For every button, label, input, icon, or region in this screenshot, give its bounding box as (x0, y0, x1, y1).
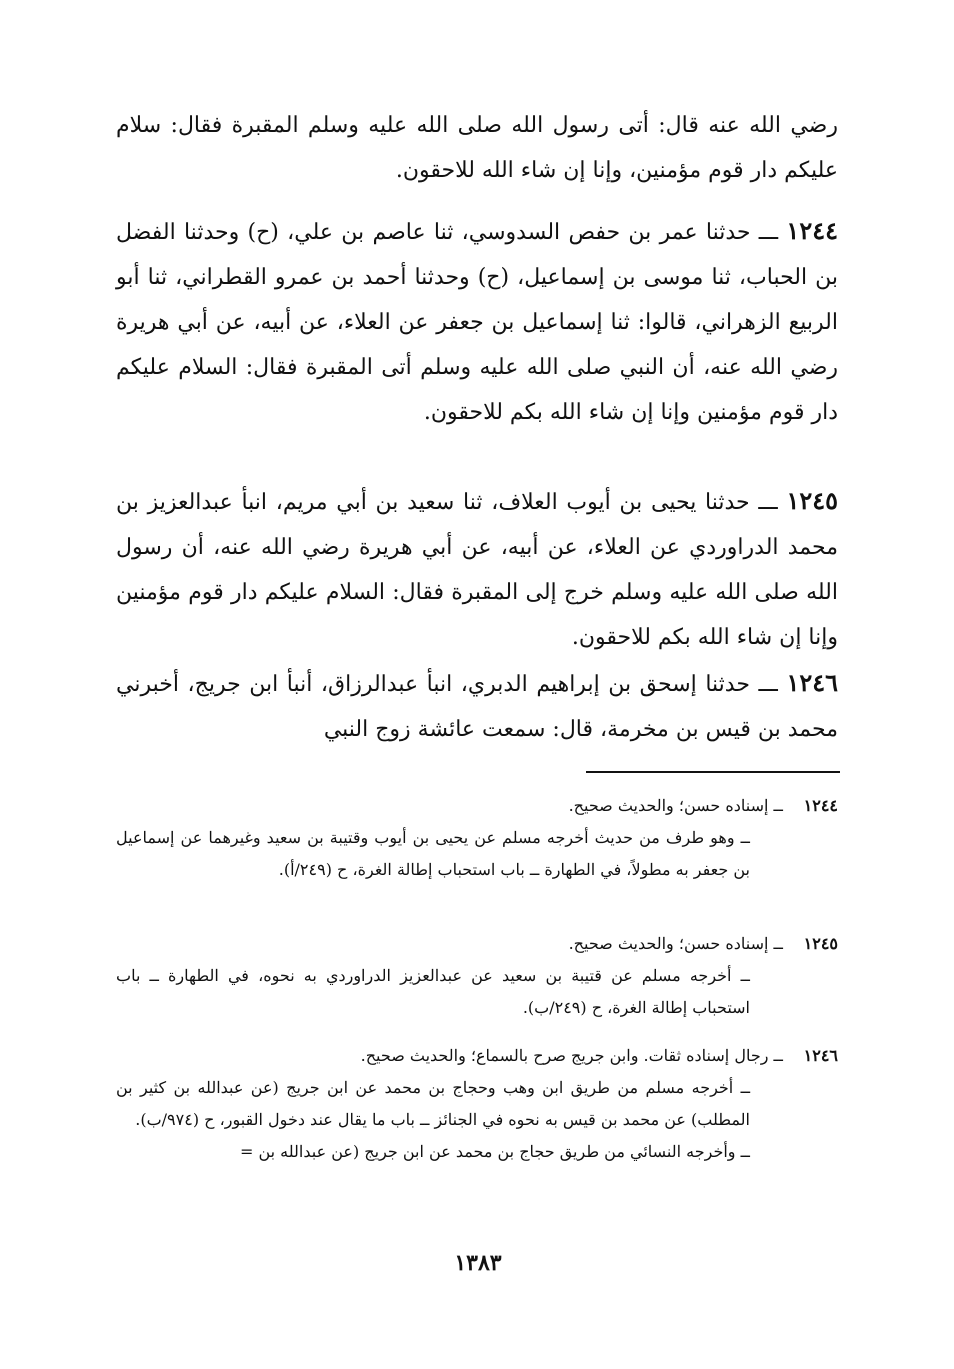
hadith-dash: ـــ (749, 490, 778, 515)
footnote-dash: ــ (768, 1046, 783, 1065)
hadith-number: ١٢٤٦ (786, 668, 838, 697)
page-number: ١٣٨٣ (454, 1250, 502, 1276)
footnote-1246 (116, 1040, 838, 1168)
footnote-note: ــ وأخرجه النسائي من طريق حجاج بن محمد عن ابن جريج (عن عبدالله بن = (239, 1142, 750, 1161)
footnote-grading: إسناده حسن؛ والحديث صحيح. (568, 934, 769, 953)
footnote-note: ــ أخرجه مسلم من طريق ابن وهب وحجاج بن محمد عن ابن جريج (عن عبدالله بن كثير بن المطلب) عن محمد بن قيس به نحوه في الجنائز ــ باب ما يقال عند دخول القبور، ح (٩٧٤/ب). (116, 1078, 751, 1129)
hadith-dash: ـــ (750, 220, 779, 245)
hadith-1245 (116, 478, 838, 660)
hadith-number: ١٢٤٥ (786, 486, 838, 515)
footnote-1244 (116, 790, 838, 886)
footnote-grading: رجال إسناده ثقات. وابن جريج صرح بالسماع؛ والحديث صحيح. (360, 1046, 769, 1065)
hadith-text: حدثنا إسحق بن إبراهيم الدبري، انبأ عبدالرزاق، أنبأ ابن جريج، أخبرني محمد بن قيس بن مخرمة، قال: سمعت عائشة زوج النبي (116, 672, 838, 742)
hadith-dash: ـــ (749, 672, 778, 697)
intro-paragraph: رضي الله عنه قال: أتى رسول الله صلى الله عليه وسلم المقبرة فقال: سلام عليكم دار قوم مؤمنين، وإنا إن شاء الله للاحقون. (116, 113, 838, 183)
footnote-number: ١٢٤٤ (803, 796, 838, 815)
footnote-note: ــ أخرجه مسلم عن قتيبة بن سعيد عن عبدالعزيز الدراوردي به نحوه، في الطهارة ــ باب استحباب إطالة الغرة، ح (٢٤٩/ب). (116, 966, 750, 1017)
footnote-dash: ــ (768, 796, 783, 815)
hadith-number: ١٢٤٤ (786, 216, 838, 245)
hadith-text: حدثنا عمر بن حفص السدوسي، ثنا عاصم بن علي، (ح) وحدثنا الفضل بن الحباب، ثنا موسى بن إسماعيل، (ح) وحدثنا أحمد بن عمرو القطراني، ثنا أبو الربيع الزهراني، قالوا: ثنا إسماعيل بن جعفر عن العلاء، عن أبيه، عن أبي هريرة رضي الله عنه، أن النبي صلى الله عليه وسلم أتى المقبرة فقال: السلام عليكم دار قوم مؤمنين وإنا إن شاء الله بكم للاحقون. (116, 220, 838, 425)
hadith-text: حدثنا يحيى بن أيوب العلاف، ثنا سعيد بن أبي مريم، انبأ عبدالعزيز بن محمد الدراوردي عن العلاء، عن أبيه، عن أبي هريرة رضي الله عنه، أن رسول الله صلى الله عليه وسلم خرج إلى المقبرة فقال: السلام عليكم دار قوم مؤمنين وإنا إن شاء الله بكم للاحقون. (116, 490, 838, 650)
footnote-separator (586, 771, 840, 773)
footnote-number: ١٢٤٦ (803, 1046, 838, 1065)
footnote-note: ــ وهو طرف من حديث أخرجه مسلم عن يحيى بن أيوب وقتيبة بن سعيد وغيرهما عن إسماعيل بن جعفر به مطولاً، في الطهارة ــ باب استحباب إطالة الغرة، ح (٢٤٩/أ). (116, 828, 750, 879)
footnote-grading: إسناده حسن؛ والحديث صحيح. (568, 796, 769, 815)
hadith-1246 (116, 660, 838, 752)
footnote-number: ١٢٤٥ (803, 934, 838, 953)
footnote-1245 (116, 928, 838, 1024)
footnote-dash: ــ (768, 934, 783, 953)
hadith-1244 (116, 208, 838, 435)
